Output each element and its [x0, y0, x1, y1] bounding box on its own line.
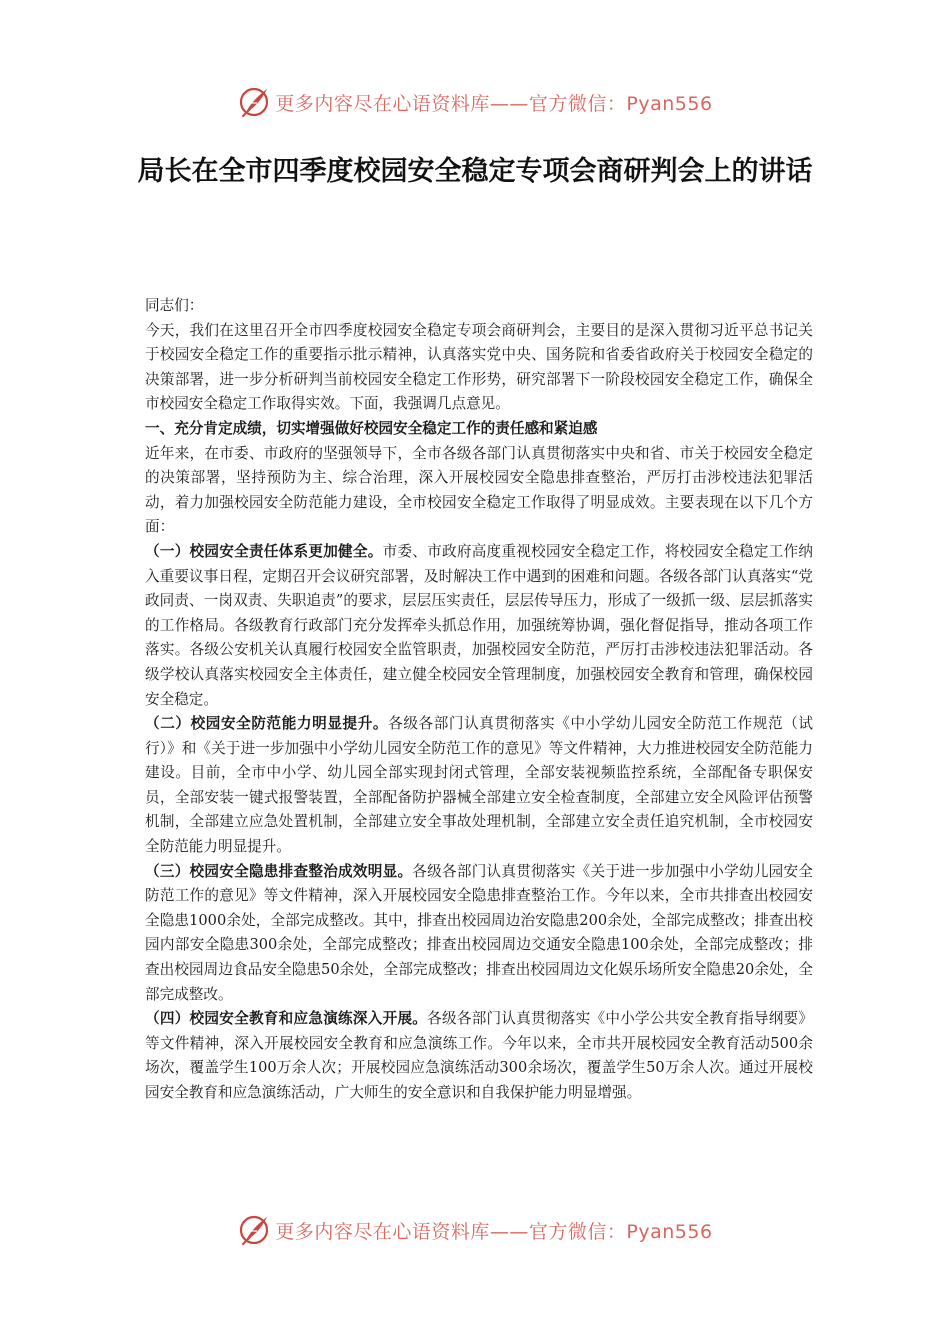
subsection-lead: （四）校园安全教育和应急演练深入开展。: [145, 1010, 428, 1028]
subsection-paragraph: [145, 540, 813, 712]
document-title: 局长在全市四季度校园安全稳定专项会商研判会上的讲话: [137, 156, 813, 187]
quill-logo-icon: [237, 1213, 271, 1247]
section-heading: 一、充分肯定成绩，切实增强做好校园安全稳定工作的责任感和紧迫感: [145, 419, 598, 437]
subsection-text: 各级各部门认真贯彻落实《关于进一步加强中小学幼儿园安全防范工作的意见》等文件精神，深入开展校园安全隐患排查整治工作。今年以来，全市共排查出校园安全隐患1000余处，全部完成整改。其中，排查出校园周边治安隐患200余处，全部完成整改；排查出校园内部安全隐患300余处，全部完成整改；排查出校园周边交通安全隐患100余处，全部完成整改；排查出校园周边食品安全隐患50余处，全部完成整改；排查出校园周边文化娱乐场所安全隐患20余处，全部完成整改。: [145, 862, 813, 1003]
subsection-paragraph: [145, 1007, 813, 1105]
salutation: 同志们：: [145, 297, 204, 314]
watermark-text: 更多内容尽在心语资料库——官方微信：Pyan556: [275, 92, 713, 115]
subsection-lead: （三）校园安全隐患排查整治成效明显。: [145, 862, 413, 880]
intro-paragraph: 今天，我们在这里召开全市四季度校园安全稳定专项会商研判会，主要目的是深入贯彻习近平总书记关于校园安全稳定工作的重要指示批示精神，认真落实党中央、国务院和省委省政府关于校园安全稳定的决策部署，进一步分析研判当前校园安全稳定工作形势，研究部署下一阶段校园安全稳定工作，确保全市校园安全稳定工作取得实效。下面，我强调几点意见。: [145, 321, 813, 413]
document-body: [145, 294, 813, 1106]
section-paragraph: 近年来，在市委、市政府的坚强领导下，全市各级各部门认真贯彻落实中央和省、市关于校园安全稳定的决策部署，坚持预防为主、综合治理，深入开展校园安全隐患排查整治，严厉打击涉校违法犯罪活动，着力加强校园安全防范能力建设，全市校园安全稳定工作取得了明显成效。主要表现在以下几个方面：: [145, 444, 813, 536]
watermark-banner-top: [0, 82, 950, 122]
subsection-text: 各级各部门认真贯彻落实《中小学公共安全教育指导纲要》等文件精神，深入开展校园安全教育和应急演练工作。今年以来，全市共开展校园安全教育活动500余场次，覆盖学生100万余人次；开展校园应急演练活动300余场次，覆盖学生50万余人次。通过开展校园安全教育和应急演练活动，广大师生的安全意识和自我保护能力明显增强。: [145, 1010, 813, 1101]
watermark-banner-bottom: [0, 1210, 950, 1250]
subsection-paragraph: [145, 860, 813, 1008]
watermark-text: 更多内容尽在心语资料库——官方微信：Pyan556: [275, 1220, 713, 1243]
quill-logo-icon: [237, 85, 271, 119]
subsection-lead: （二）校园安全防范能力明显提升。: [145, 715, 389, 733]
subsection-text: 市委、市政府高度重视校园安全稳定工作，将校园安全稳定工作纳入重要议事日程，定期召开会议研究部署，及时解决工作中遇到的困难和问题。各级各部门认真落实“党政同责、一岗双责、失职追责”的要求，层层压实责任，层层传导压力，形成了一级抓一级、层层抓落实的工作格局。各级教育行政部门充分发挥牵头抓总作用，加强统筹协调，强化督促指导，推动各项工作落实。各级公安机关认真履行校园安全监管职责，加强校园安全防范，严厉打击涉校违法犯罪活动。各级学校认真落实校园安全主体责任，建立健全校园安全管理制度，加强校园安全教育和管理，确保校园安全稳定。: [145, 542, 813, 708]
subsection-paragraph: [145, 712, 813, 860]
subsection-lead: （一）校园安全责任体系更加健全。: [145, 542, 383, 560]
subsection-text: 各级各部门认真贯彻落实《中小学幼儿园安全防范工作规范（试行）》和《关于进一步加强中小学幼儿园安全防范工作的意见》等文件精神，大力推进校园安全防范能力建设。目前，全市中小学、幼儿园全部实现封闭式管理，全部安装视频监控系统，全部配备专职保安员，全部安装一键式报警装置，全部配备防护器械全部建立安全检查制度，全部建立安全风险评估预警机制，全部建立应急处置机制，全部建立安全事故处理机制，全部建立安全责任追究机制，全市校园安全防范能力明显提升。: [145, 715, 813, 856]
